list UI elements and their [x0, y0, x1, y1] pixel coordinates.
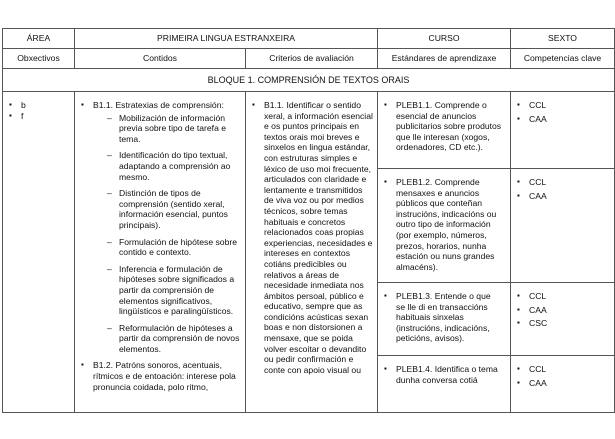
standard-list	[378, 100, 506, 153]
competence-item: ▪ CCL	[511, 291, 614, 302]
competence-item: ▪ CAA	[511, 191, 614, 202]
contents-list	[75, 100, 245, 392]
standard-list	[378, 364, 506, 385]
competences-list	[511, 177, 614, 201]
standard-list	[378, 291, 506, 344]
block-title: BLOQUE 1. COMPRENSIÓN DE TEXTOS ORAIS	[3, 69, 615, 92]
content-item	[75, 360, 245, 392]
curriculum-table	[2, 28, 615, 413]
course-value: SEXTO	[511, 29, 615, 49]
column-header: Contidos	[75, 49, 246, 69]
standard-item: ▪ PLEB1.2. Comprende mensaxes e anuncios públicos que conteñan instrucións, indicacións ou outro tipo de información (por exemplo, números, prezos, horarios, nunha estación ou nuns grandes almacéns).	[378, 177, 506, 272]
competence-item: ▪ CAA	[511, 378, 614, 389]
objectives-list	[3, 100, 74, 121]
objective-item: ▪ f	[3, 111, 74, 122]
competences-cell	[511, 169, 615, 283]
competences-list	[511, 364, 614, 388]
content-subitems	[93, 113, 245, 355]
standard-item: ▪ PLEB1.1. Comprende o esencial de anuncios publicitarios sobre produtos que lle interesan (xogos, ordenadores, CD etc.).	[378, 100, 506, 153]
contents-cell	[75, 92, 246, 413]
subject-title: PRIMEIRA LINGUA ESTRANXEIRA	[75, 29, 378, 49]
content-subitem: – Reformulación de hipóteses a partir da comprensión de novos elementos.	[93, 323, 245, 355]
content-subitem: – Formulación de hipótese sobre contido e contexto.	[93, 237, 245, 258]
standard-item: ▪ PLEB1.3. Entende o que se lle di en transaccións habituais sinxelas (instrucións, indicacións, peticións, avisos).	[378, 291, 506, 344]
objective-item: ▪ b	[3, 100, 74, 111]
content-title: B1.2. Patróns sonoros, acentuais, rítmicos e de entoación: interese pola pronuncia coidada, polo ritmo,	[93, 360, 236, 392]
competences-list	[511, 100, 614, 124]
standard-item: ▪ PLEB1.4. Identifica o tema dunha conversa cotiá	[378, 364, 506, 385]
competence-item: ▪ CCL	[511, 364, 614, 375]
column-header: Criterios de avaliación	[246, 49, 378, 69]
content-subitem: – Distinción de tipos de comprensión (sentido xeral, información esencial, puntos principais).	[93, 188, 245, 230]
competence-item: ▪ CAA	[511, 114, 614, 125]
criteria-cell	[246, 92, 378, 413]
area-label: ÁREA	[3, 29, 75, 49]
standard-cell	[378, 356, 511, 413]
competence-item: ▪ CCL	[511, 177, 614, 188]
competence-item: ▪ CSC	[511, 318, 614, 329]
content-subitem: – Inferencia e formulación de hipóteses sobre significados a partir da comprensión de elementos significativos, lingüísticos e paralingüísticos.	[93, 264, 245, 317]
header-row	[3, 29, 615, 49]
competences-cell	[511, 92, 615, 169]
content-subitem: – Mobilización de información previa sobre tipo de tarefa e tema.	[93, 113, 245, 145]
column-header-row	[3, 49, 615, 69]
competence-item: ▪ CAA	[511, 305, 614, 316]
standard-cell	[378, 283, 511, 356]
content-item	[75, 100, 245, 354]
content-title: B1.1. Estratexias de comprensión:	[93, 100, 224, 110]
column-header: Competencias clave	[511, 49, 615, 69]
criteria-list	[246, 100, 377, 375]
standard-list	[378, 177, 506, 272]
content-subitem: – Identificación do tipo textual, adaptando a comprensión ao mesmo.	[93, 150, 245, 182]
column-header: Obxectivos	[3, 49, 75, 69]
standard-cell	[378, 169, 511, 283]
content-row	[3, 92, 615, 169]
competences-cell	[511, 283, 615, 356]
standard-cell	[378, 92, 511, 169]
criteria-item: ▪ B1.1. Identificar o sentido xeral, a información esencial e os puntos principais en textos orais moi breves e sinxelos en lingua estándar, con estruturas simples e léxico de uso moi frecuente, articulados con claridade e lentamente e transmitidos de viva voz ou por medios técnicos, sobre temas habituais e concretos relacionados coas propias experiencias, necesidades e intereses en contextos cotiáns predicibles ou relativos a áreas de necesidade inmediata nos ámbitos persoal, público e educativo, sempre que as condicións acústicas sexan boas e non distorsionen a mensaxe, que se poida volver escoitar o devandito ou pedir confirmación e conte con apoio visual ou	[246, 100, 377, 375]
competences-list	[511, 291, 614, 329]
objectives-cell	[3, 92, 75, 413]
competences-cell	[511, 356, 615, 413]
course-label: CURSO	[378, 29, 511, 49]
block-title-row	[3, 69, 615, 92]
competence-item: ▪ CCL	[511, 100, 614, 111]
column-header: Estándares de aprendizaxe	[378, 49, 511, 69]
